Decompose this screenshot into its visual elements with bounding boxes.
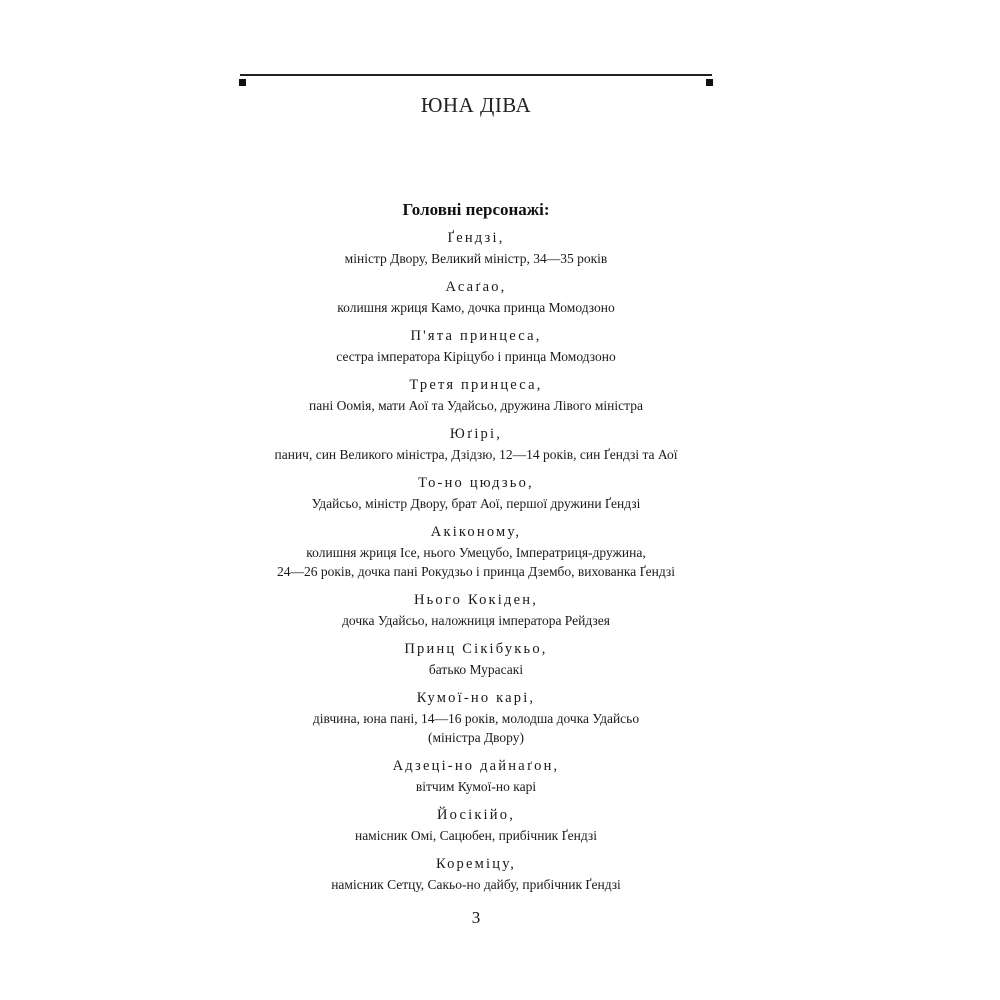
character-description: сестра імператора Кіріцубо і принца Момодзоно — [336, 349, 616, 364]
character-entry — [230, 688, 722, 747]
character-name: П'ята принцеса, — [410, 328, 542, 344]
character-description: колишня жриця Камо, дочка принца Момодзоно — [337, 300, 615, 315]
header-rule — [240, 74, 712, 76]
character-description: колишня жриця Ісе, нього Умецубо, Імператриця-дружина, — [306, 545, 646, 560]
character-name: Нього Кокіден, — [413, 592, 539, 608]
character-name: Йосікійо, — [436, 807, 516, 823]
character-description: Удайсьо, міністр Двору, брат Аої, першої дружини Ґендзі — [311, 496, 641, 511]
section-title: Головні персонажі: — [402, 200, 550, 219]
character-list-section — [230, 200, 722, 903]
character-entry — [230, 326, 722, 366]
character-entry — [230, 805, 722, 845]
character-entry — [230, 756, 722, 796]
character-name: Акіконому, — [430, 524, 522, 540]
character-entry — [230, 522, 722, 581]
page-number: 3 — [471, 908, 481, 927]
character-entry — [230, 277, 722, 317]
character-description: панич, син Великого міністра, Дзідзю, 12—14 років, син Ґендзі та Аої — [274, 447, 678, 462]
header-square-left — [239, 79, 246, 86]
character-name: Третя принцеса, — [409, 377, 543, 393]
character-entry — [230, 854, 722, 894]
character-description: 24—26 років, дочка пані Рокудзьо і принца Дзембо, вихованка Ґендзі — [276, 564, 676, 579]
character-description: дочка Удайсьо, наложниця імператора Рейдзея — [342, 613, 610, 628]
character-name: Ґендзі, — [447, 230, 505, 246]
character-description: міністр Двору, Великий міністр, 34—35 років — [344, 251, 608, 266]
character-description: намісник Омі, Сацюбен, прибічник Ґендзі — [354, 828, 598, 843]
character-description: намісник Сетцу, Сакьо-но дайбу, прибічник Ґендзі — [331, 877, 621, 892]
character-name: Кумої-но карі, — [416, 690, 536, 706]
character-entry — [230, 424, 722, 464]
character-entry — [230, 590, 722, 630]
character-name: То-но цюдзьо, — [418, 475, 534, 491]
character-entry — [230, 228, 722, 268]
character-name: Асаґао, — [445, 279, 507, 295]
character-entry — [230, 473, 722, 513]
running-head: ЮНА ДІВА — [420, 93, 532, 117]
character-description: батько Мурасакі — [428, 662, 524, 677]
character-description: дівчина, юна пані, 14—16 років, молодша дочка Удайсьо — [312, 711, 640, 726]
character-name: Юґірі, — [449, 426, 503, 442]
character-name: Кореміцу, — [435, 856, 517, 872]
header-square-right — [706, 79, 713, 86]
character-name: Адзеці-но дайнаґон, — [392, 758, 560, 774]
character-description: вітчим Кумої-но карі — [415, 779, 537, 794]
character-list — [230, 228, 722, 894]
character-description: пані Оомія, мати Аої та Удайсьо, дружина Лівого міністра — [309, 398, 643, 413]
character-entry — [230, 375, 722, 415]
character-entry — [230, 639, 722, 679]
character-name: Принц Сікібукьо, — [404, 641, 548, 657]
character-description: (міністра Двору) — [428, 730, 524, 745]
